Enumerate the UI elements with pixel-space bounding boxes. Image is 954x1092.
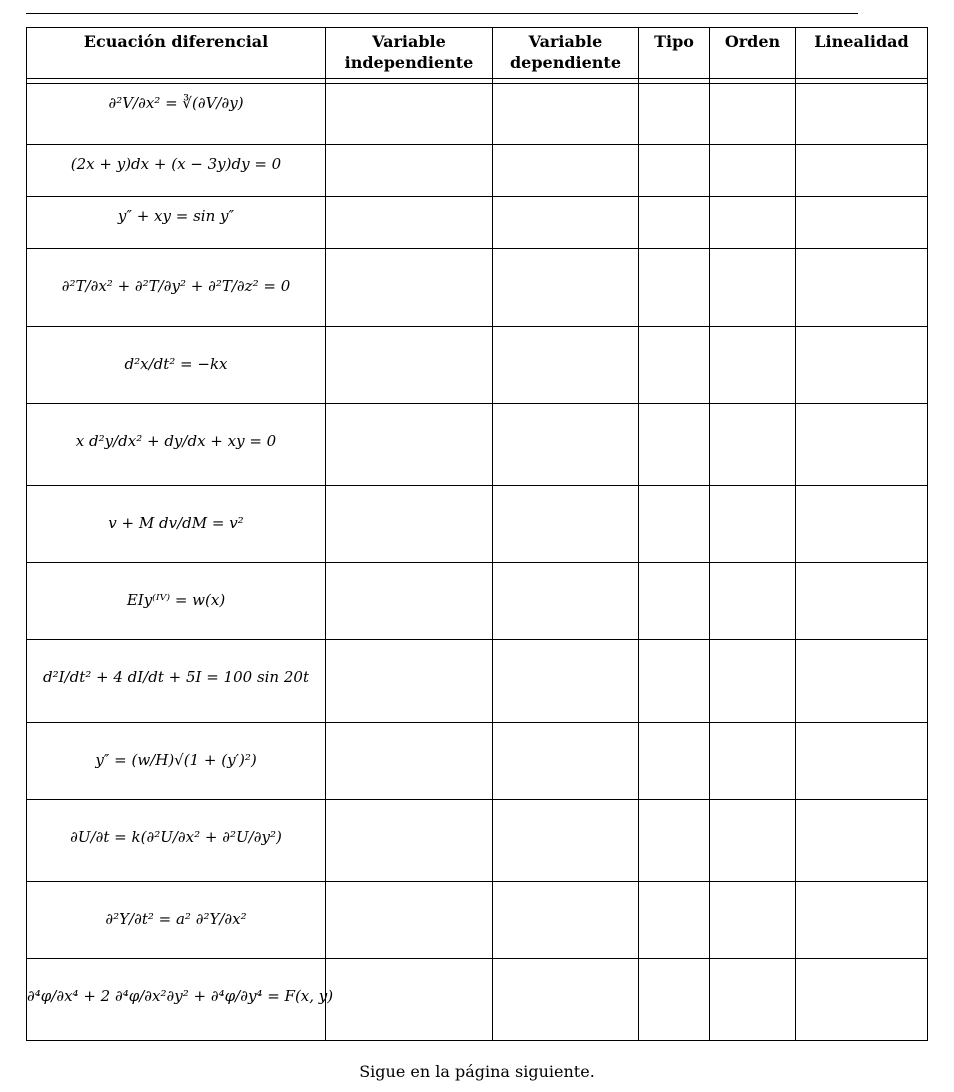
independent-variable-cell[interactable]: [326, 197, 493, 249]
table-row: [27, 800, 928, 882]
table-header-row: [27, 28, 928, 79]
type-cell[interactable]: [639, 197, 710, 249]
type-cell[interactable]: [639, 800, 710, 882]
independent-variable-cell[interactable]: [326, 327, 493, 404]
linearity-cell[interactable]: [796, 882, 928, 959]
table-row: [27, 249, 928, 327]
dependent-variable-cell[interactable]: [493, 145, 639, 197]
dependent-variable-cell[interactable]: [493, 404, 639, 486]
linearity-cell[interactable]: [796, 404, 928, 486]
dependent-variable-cell[interactable]: [493, 486, 639, 563]
dependent-variable-cell[interactable]: [493, 959, 639, 1041]
independent-variable-cell[interactable]: [326, 640, 493, 723]
header-order: Orden: [710, 28, 796, 79]
table-row: [27, 327, 928, 404]
dependent-variable-cell[interactable]: [493, 563, 639, 640]
table-row: [27, 882, 928, 959]
type-cell[interactable]: [639, 327, 710, 404]
equation-cell: ∂⁴φ/∂x⁴ + 2 ∂⁴φ/∂x²∂y² + ∂⁴φ/∂y⁴ = F(x, y): [27, 959, 326, 1041]
type-cell[interactable]: [639, 145, 710, 197]
dependent-variable-cell[interactable]: [493, 197, 639, 249]
order-cell[interactable]: [710, 640, 796, 723]
order-cell[interactable]: [710, 327, 796, 404]
independent-variable-cell[interactable]: [326, 145, 493, 197]
type-cell[interactable]: [639, 84, 710, 145]
table-row: [27, 84, 928, 145]
equation-cell: ∂U/∂t = k(∂²U/∂x² + ∂²U/∂y²): [27, 800, 326, 882]
order-cell[interactable]: [710, 486, 796, 563]
equation-cell: y″ + xy = sin y″: [27, 197, 326, 249]
type-cell[interactable]: [639, 486, 710, 563]
linearity-cell[interactable]: [796, 723, 928, 800]
dependent-variable-cell[interactable]: [493, 84, 639, 145]
independent-variable-cell[interactable]: [326, 800, 493, 882]
order-cell[interactable]: [710, 84, 796, 145]
table-row: [27, 563, 928, 640]
order-cell[interactable]: [710, 145, 796, 197]
type-cell[interactable]: [639, 723, 710, 800]
table-row: [27, 723, 928, 800]
dependent-variable-cell[interactable]: [493, 800, 639, 882]
continued-note: Sigue en la página siguiente.: [359, 1062, 595, 1081]
independent-variable-cell[interactable]: [326, 404, 493, 486]
linearity-cell[interactable]: [796, 145, 928, 197]
header-type: Tipo: [639, 28, 710, 79]
header-linearity: Linealidad: [796, 28, 928, 79]
independent-variable-cell[interactable]: [326, 563, 493, 640]
order-cell[interactable]: [710, 249, 796, 327]
linearity-cell[interactable]: [796, 249, 928, 327]
equation-cell: d²I/dt² + 4 dI/dt + 5I = 100 sin 20t: [27, 640, 326, 723]
equation-cell: d²x/dt² = −kx: [27, 327, 326, 404]
equation-cell: x d²y/dx² + dy/dx + xy = 0: [27, 404, 326, 486]
dependent-variable-cell[interactable]: [493, 882, 639, 959]
linearity-cell[interactable]: [796, 563, 928, 640]
header-independent-variable: Variable independiente: [326, 28, 493, 79]
equation-cell: ∂²V/∂x² = ∛(∂V/∂y): [27, 84, 326, 145]
independent-variable-cell[interactable]: [326, 882, 493, 959]
equation-cell: EIy⁽ᴵⱽ⁾ = w(x): [27, 563, 326, 640]
linearity-cell[interactable]: [796, 640, 928, 723]
type-cell[interactable]: [639, 640, 710, 723]
order-cell[interactable]: [710, 404, 796, 486]
linearity-cell[interactable]: [796, 197, 928, 249]
independent-variable-cell[interactable]: [326, 486, 493, 563]
type-cell[interactable]: [639, 882, 710, 959]
header-dependent-variable: Variable dependiente: [493, 28, 639, 79]
equation-cell: ∂²T/∂x² + ∂²T/∂y² + ∂²T/∂z² = 0: [27, 249, 326, 327]
order-cell[interactable]: [710, 563, 796, 640]
table-row: [27, 640, 928, 723]
equation-cell: ∂²Y/∂t² = a² ∂²Y/∂x²: [27, 882, 326, 959]
table-row: [27, 145, 928, 197]
differential-equations-table: [26, 27, 928, 1041]
type-cell[interactable]: [639, 563, 710, 640]
dependent-variable-cell[interactable]: [493, 249, 639, 327]
linearity-cell[interactable]: [796, 800, 928, 882]
independent-variable-cell[interactable]: [326, 723, 493, 800]
equation-cell: (2x + y)dx + (x − 3y)dy = 0: [27, 145, 326, 197]
table-row: [27, 404, 928, 486]
dependent-variable-cell[interactable]: [493, 723, 639, 800]
table-row: [27, 486, 928, 563]
table-row: [27, 197, 928, 249]
dependent-variable-cell[interactable]: [493, 327, 639, 404]
linearity-cell[interactable]: [796, 486, 928, 563]
order-cell[interactable]: [710, 959, 796, 1041]
independent-variable-cell[interactable]: [326, 959, 493, 1041]
order-cell[interactable]: [710, 723, 796, 800]
equation-cell: y″ = (w/H)√(1 + (y′)²): [27, 723, 326, 800]
order-cell[interactable]: [710, 882, 796, 959]
header-equation: Ecuación diferencial: [27, 28, 326, 79]
type-cell[interactable]: [639, 959, 710, 1041]
linearity-cell[interactable]: [796, 959, 928, 1041]
linearity-cell[interactable]: [796, 84, 928, 145]
table-row: [27, 959, 928, 1041]
type-cell[interactable]: [639, 249, 710, 327]
top-rule: [26, 13, 858, 14]
equation-cell: v + M dv/dM = v²: [27, 486, 326, 563]
type-cell[interactable]: [639, 404, 710, 486]
independent-variable-cell[interactable]: [326, 249, 493, 327]
independent-variable-cell[interactable]: [326, 84, 493, 145]
dependent-variable-cell[interactable]: [493, 640, 639, 723]
order-cell[interactable]: [710, 197, 796, 249]
order-cell[interactable]: [710, 800, 796, 882]
linearity-cell[interactable]: [796, 327, 928, 404]
